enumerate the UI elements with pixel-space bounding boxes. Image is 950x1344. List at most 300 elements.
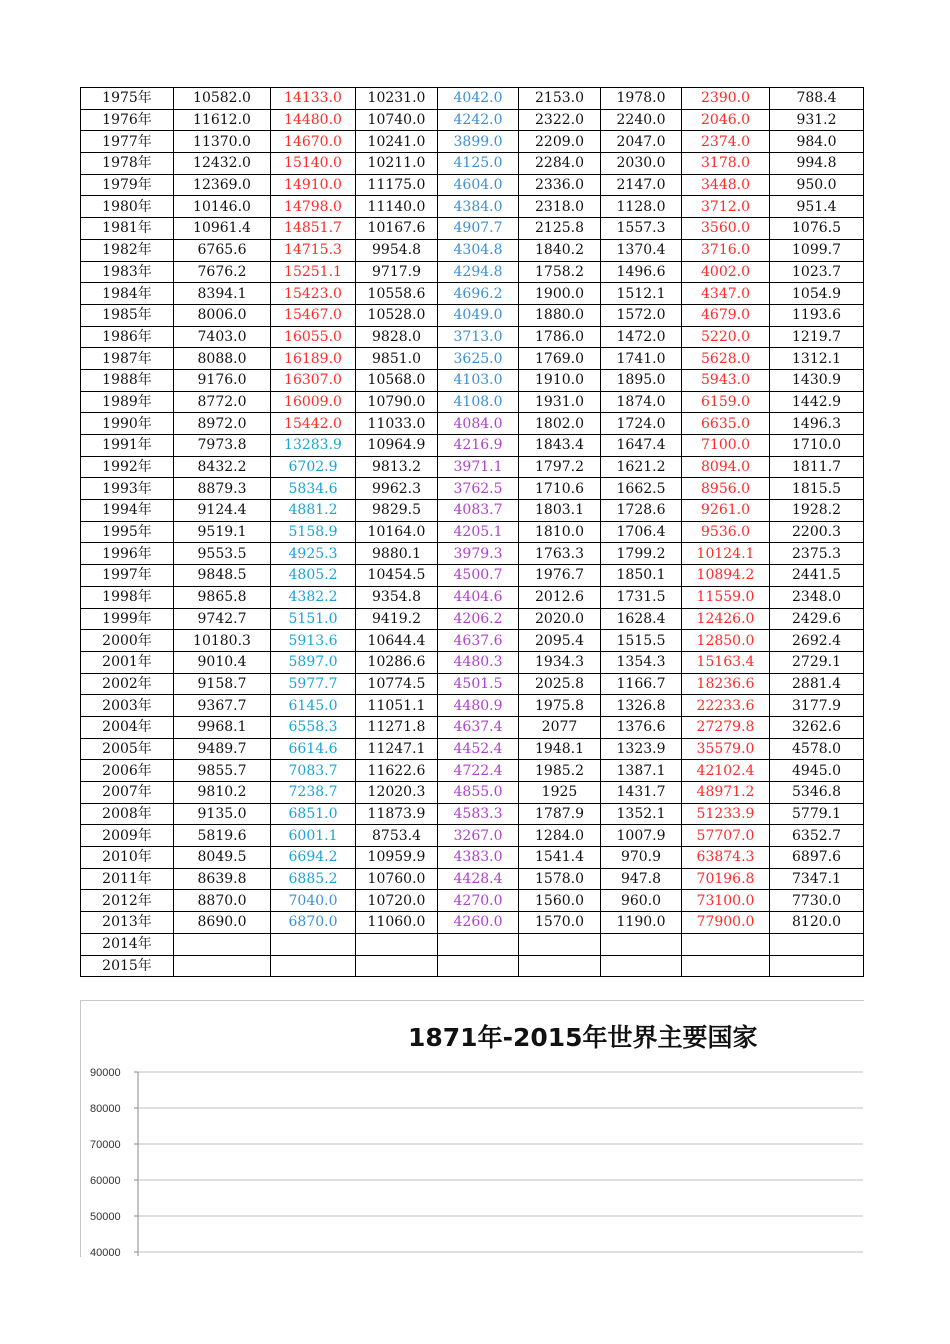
value-cell: 15163.4 <box>682 651 770 673</box>
value-cell: 3178.0 <box>682 153 770 175</box>
value-cell: 1910.0 <box>519 369 601 391</box>
table-row <box>81 153 864 175</box>
value-cell: 7238.7 <box>271 782 356 804</box>
value-cell: 8956.0 <box>682 478 770 500</box>
value-cell: 9176.0 <box>174 369 271 391</box>
table-row <box>81 239 864 261</box>
value-cell: 1925 <box>519 782 601 804</box>
table-row <box>81 586 864 608</box>
value-cell: 1843.4 <box>519 435 601 457</box>
table-row <box>81 521 864 543</box>
year-cell: 1987年 <box>81 348 174 370</box>
value-cell: 3712.0 <box>682 196 770 218</box>
year-cell: 2011年 <box>81 868 174 890</box>
value-cell: 1099.7 <box>770 239 864 261</box>
table-row <box>81 543 864 565</box>
value-cell: 8088.0 <box>174 348 271 370</box>
value-cell: 1758.2 <box>519 261 601 283</box>
value-cell: 4103.0 <box>438 369 519 391</box>
value-cell: 8879.3 <box>174 478 271 500</box>
table-row <box>81 608 864 630</box>
year-cell: 1991年 <box>81 435 174 457</box>
value-cell: 12432.0 <box>174 153 271 175</box>
value-cell: 1900.0 <box>519 283 601 305</box>
value-cell: 4083.7 <box>438 500 519 522</box>
value-cell: 14851.7 <box>271 218 356 240</box>
y-tick-label: 60000 <box>90 1175 121 1187</box>
value-cell: 10644.4 <box>356 630 438 652</box>
value-cell: 57707.0 <box>682 825 770 847</box>
value-cell: 10211.0 <box>356 153 438 175</box>
value-cell: 4578.0 <box>770 738 864 760</box>
year-cell: 1984年 <box>81 283 174 305</box>
value-cell: 10720.0 <box>356 890 438 912</box>
year-cell: 1983年 <box>81 261 174 283</box>
value-cell: 3716.0 <box>682 239 770 261</box>
value-cell: 11559.0 <box>682 586 770 608</box>
value-cell: 9519.1 <box>174 521 271 543</box>
value-cell: 1570.0 <box>519 912 601 934</box>
value-cell: 12369.0 <box>174 174 271 196</box>
value-cell: 77900.0 <box>682 912 770 934</box>
value-cell <box>770 933 864 955</box>
value-cell <box>601 933 682 955</box>
value-cell: 1007.9 <box>601 825 682 847</box>
value-cell: 1948.1 <box>519 738 601 760</box>
value-cell: 16189.0 <box>271 348 356 370</box>
value-cell: 1815.5 <box>770 478 864 500</box>
value-cell: 16009.0 <box>271 391 356 413</box>
year-cell: 1989年 <box>81 391 174 413</box>
value-cell: 3267.0 <box>438 825 519 847</box>
value-cell: 1076.5 <box>770 218 864 240</box>
value-cell: 1442.9 <box>770 391 864 413</box>
table-row <box>81 955 864 977</box>
value-cell: 4002.0 <box>682 261 770 283</box>
value-cell <box>271 955 356 977</box>
value-cell: 4500.7 <box>438 565 519 587</box>
value-cell: 9954.8 <box>356 239 438 261</box>
year-cell: 1986年 <box>81 326 174 348</box>
table-row <box>81 738 864 760</box>
value-cell: 9742.7 <box>174 608 271 630</box>
value-cell: 9848.5 <box>174 565 271 587</box>
value-cell: 4216.9 <box>438 435 519 457</box>
value-cell: 11060.0 <box>356 912 438 934</box>
value-cell <box>438 955 519 977</box>
value-cell: 1376.6 <box>601 716 682 738</box>
value-cell: 4452.4 <box>438 738 519 760</box>
value-cell: 10167.6 <box>356 218 438 240</box>
value-cell: 22233.6 <box>682 695 770 717</box>
value-cell: 1628.4 <box>601 608 682 630</box>
year-cell: 1988年 <box>81 369 174 391</box>
value-cell: 10774.5 <box>356 673 438 695</box>
y-tick-label: 70000 <box>90 1139 121 1151</box>
table-row <box>81 456 864 478</box>
value-cell: 4042.0 <box>438 88 519 110</box>
value-cell: 5779.1 <box>770 803 864 825</box>
value-cell: 1323.9 <box>601 738 682 760</box>
value-cell: 5346.8 <box>770 782 864 804</box>
value-cell: 1985.2 <box>519 760 601 782</box>
value-cell: 6702.9 <box>271 456 356 478</box>
value-cell: 10894.2 <box>682 565 770 587</box>
value-cell: 10180.3 <box>174 630 271 652</box>
value-cell: 2375.3 <box>770 543 864 565</box>
value-cell: 931.2 <box>770 109 864 131</box>
value-cell: 5834.6 <box>271 478 356 500</box>
year-cell: 1979年 <box>81 174 174 196</box>
value-cell: 1541.4 <box>519 847 601 869</box>
value-cell: 1326.8 <box>601 695 682 717</box>
value-cell: 9717.9 <box>356 261 438 283</box>
value-cell: 2030.0 <box>601 153 682 175</box>
value-cell: 9261.0 <box>682 500 770 522</box>
value-cell: 11370.0 <box>174 131 271 153</box>
value-cell: 1710.0 <box>770 435 864 457</box>
y-tick-label: 40000 <box>90 1247 121 1256</box>
value-cell: 4382.2 <box>271 586 356 608</box>
value-cell: 4242.0 <box>438 109 519 131</box>
value-cell: 1741.0 <box>601 348 682 370</box>
value-cell <box>174 955 271 977</box>
value-cell: 7100.0 <box>682 435 770 457</box>
value-cell: 8394.1 <box>174 283 271 305</box>
value-cell: 10528.0 <box>356 304 438 326</box>
value-cell: 11271.8 <box>356 716 438 738</box>
value-cell: 1931.0 <box>519 391 601 413</box>
value-cell: 1763.3 <box>519 543 601 565</box>
value-cell: 7403.0 <box>174 326 271 348</box>
value-cell <box>519 955 601 977</box>
value-cell: 8690.0 <box>174 912 271 934</box>
year-cell: 1978年 <box>81 153 174 175</box>
value-cell: 9010.4 <box>174 651 271 673</box>
year-cell: 2009年 <box>81 825 174 847</box>
value-cell: 1560.0 <box>519 890 601 912</box>
table-row <box>81 131 864 153</box>
y-tick-label: 80000 <box>90 1103 121 1115</box>
value-cell: 27279.8 <box>682 716 770 738</box>
year-cell: 2000年 <box>81 630 174 652</box>
value-cell: 2441.5 <box>770 565 864 587</box>
value-cell: 970.9 <box>601 847 682 869</box>
value-cell: 10164.0 <box>356 521 438 543</box>
value-cell: 1895.0 <box>601 369 682 391</box>
value-cell: 1811.7 <box>770 456 864 478</box>
year-cell: 2004年 <box>81 716 174 738</box>
value-cell: 6159.0 <box>682 391 770 413</box>
table-row <box>81 369 864 391</box>
value-cell: 4480.9 <box>438 695 519 717</box>
value-cell: 8753.4 <box>356 825 438 847</box>
value-cell: 1557.3 <box>601 218 682 240</box>
year-cell: 1992年 <box>81 456 174 478</box>
value-cell: 2209.0 <box>519 131 601 153</box>
table-row <box>81 565 864 587</box>
value-cell: 10146.0 <box>174 196 271 218</box>
y-tick-label: 90000 <box>90 1067 121 1079</box>
value-cell: 3560.0 <box>682 218 770 240</box>
value-cell: 16055.0 <box>271 326 356 348</box>
value-cell: 2348.0 <box>770 586 864 608</box>
value-cell: 4108.0 <box>438 391 519 413</box>
value-cell: 11247.1 <box>356 738 438 760</box>
value-cell: 1797.2 <box>519 456 601 478</box>
year-cell: 2007年 <box>81 782 174 804</box>
table-row <box>81 391 864 413</box>
value-cell: 1803.1 <box>519 500 601 522</box>
value-cell: 1219.7 <box>770 326 864 348</box>
value-cell: 1190.0 <box>601 912 682 934</box>
value-cell: 2200.3 <box>770 521 864 543</box>
value-cell: 1731.5 <box>601 586 682 608</box>
table-row <box>81 890 864 912</box>
value-cell <box>356 933 438 955</box>
value-cell: 9880.1 <box>356 543 438 565</box>
value-cell: 8006.0 <box>174 304 271 326</box>
value-cell: 5897.0 <box>271 651 356 673</box>
value-cell: 3625.0 <box>438 348 519 370</box>
value-cell: 1166.7 <box>601 673 682 695</box>
table-row <box>81 651 864 673</box>
table-row <box>81 348 864 370</box>
value-cell: 2077 <box>519 716 601 738</box>
year-cell: 2005年 <box>81 738 174 760</box>
value-cell: 4925.3 <box>271 543 356 565</box>
value-cell: 10961.4 <box>174 218 271 240</box>
year-cell: 1997年 <box>81 565 174 587</box>
table-row <box>81 413 864 435</box>
table-row <box>81 782 864 804</box>
value-cell: 11051.1 <box>356 695 438 717</box>
value-cell: 5913.6 <box>271 630 356 652</box>
value-cell: 8049.5 <box>174 847 271 869</box>
value-cell: 14715.3 <box>271 239 356 261</box>
value-cell: 10760.0 <box>356 868 438 890</box>
value-cell: 1431.7 <box>601 782 682 804</box>
value-cell: 1724.0 <box>601 413 682 435</box>
value-cell: 1787.9 <box>519 803 601 825</box>
value-cell: 35579.0 <box>682 738 770 760</box>
value-cell: 10231.0 <box>356 88 438 110</box>
year-cell: 1994年 <box>81 500 174 522</box>
table-row <box>81 109 864 131</box>
value-cell: 6352.7 <box>770 825 864 847</box>
value-cell: 9158.7 <box>174 673 271 695</box>
value-cell: 63874.3 <box>682 847 770 869</box>
value-cell: 3448.0 <box>682 174 770 196</box>
value-cell: 1802.0 <box>519 413 601 435</box>
value-cell: 4347.0 <box>682 283 770 305</box>
value-cell: 9124.4 <box>174 500 271 522</box>
table-row <box>81 803 864 825</box>
value-cell: 1769.0 <box>519 348 601 370</box>
value-cell: 11175.0 <box>356 174 438 196</box>
value-cell: 4125.0 <box>438 153 519 175</box>
value-cell <box>519 933 601 955</box>
table-row <box>81 716 864 738</box>
value-cell: 4881.2 <box>271 500 356 522</box>
value-cell: 4384.0 <box>438 196 519 218</box>
value-cell: 7730.0 <box>770 890 864 912</box>
value-cell: 5158.9 <box>271 521 356 543</box>
value-cell: 1054.9 <box>770 283 864 305</box>
value-cell: 6897.6 <box>770 847 864 869</box>
value-cell: 18236.6 <box>682 673 770 695</box>
table-row <box>81 933 864 955</box>
value-cell: 4205.1 <box>438 521 519 543</box>
value-cell: 947.8 <box>601 868 682 890</box>
year-cell: 1980年 <box>81 196 174 218</box>
table-row <box>81 261 864 283</box>
value-cell: 3971.1 <box>438 456 519 478</box>
value-cell <box>271 933 356 955</box>
value-cell: 2020.0 <box>519 608 601 630</box>
value-cell: 1496.3 <box>770 413 864 435</box>
value-cell: 9810.2 <box>174 782 271 804</box>
year-cell: 1977年 <box>81 131 174 153</box>
value-cell: 7347.1 <box>770 868 864 890</box>
table-row <box>81 760 864 782</box>
value-cell: 3762.5 <box>438 478 519 500</box>
value-cell: 4383.0 <box>438 847 519 869</box>
value-cell: 8432.2 <box>174 456 271 478</box>
value-cell: 1786.0 <box>519 326 601 348</box>
year-cell: 2008年 <box>81 803 174 825</box>
value-cell: 1515.5 <box>601 630 682 652</box>
value-cell: 994.8 <box>770 153 864 175</box>
value-cell: 788.4 <box>770 88 864 110</box>
value-cell: 1352.1 <box>601 803 682 825</box>
value-cell: 5819.6 <box>174 825 271 847</box>
value-cell: 48971.2 <box>682 782 770 804</box>
value-cell: 4206.2 <box>438 608 519 630</box>
value-cell: 14480.0 <box>271 109 356 131</box>
year-cell: 1975年 <box>81 88 174 110</box>
chart-plot <box>80 1055 863 1256</box>
table-row <box>81 825 864 847</box>
value-cell: 8772.0 <box>174 391 271 413</box>
value-cell: 1472.0 <box>601 326 682 348</box>
value-cell <box>438 933 519 955</box>
value-cell <box>682 933 770 955</box>
value-cell: 9536.0 <box>682 521 770 543</box>
value-cell: 2429.6 <box>770 608 864 630</box>
value-cell: 9828.0 <box>356 326 438 348</box>
value-cell: 1978.0 <box>601 88 682 110</box>
value-cell: 4696.2 <box>438 283 519 305</box>
value-cell: 13283.9 <box>271 435 356 457</box>
value-cell: 1975.8 <box>519 695 601 717</box>
table-row <box>81 218 864 240</box>
value-cell: 9489.7 <box>174 738 271 760</box>
value-cell: 2125.8 <box>519 218 601 240</box>
steel-output-table <box>80 87 864 977</box>
value-cell: 1496.6 <box>601 261 682 283</box>
year-cell: 1976年 <box>81 109 174 131</box>
year-cell: 1981年 <box>81 218 174 240</box>
value-cell: 10124.1 <box>682 543 770 565</box>
value-cell: 5977.7 <box>271 673 356 695</box>
value-cell: 7040.0 <box>271 890 356 912</box>
value-cell: 9855.7 <box>174 760 271 782</box>
value-cell: 1874.0 <box>601 391 682 413</box>
value-cell: 15423.0 <box>271 283 356 305</box>
value-cell: 5943.0 <box>682 369 770 391</box>
value-cell: 6145.0 <box>271 695 356 717</box>
table-row <box>81 88 864 110</box>
table-row <box>81 847 864 869</box>
year-cell: 1999年 <box>81 608 174 630</box>
value-cell: 4304.8 <box>438 239 519 261</box>
value-cell: 70196.8 <box>682 868 770 890</box>
table-row <box>81 912 864 934</box>
value-cell: 1387.1 <box>601 760 682 782</box>
value-cell: 4428.4 <box>438 868 519 890</box>
year-cell: 2010年 <box>81 847 174 869</box>
value-cell: 4084.0 <box>438 413 519 435</box>
value-cell: 4945.0 <box>770 760 864 782</box>
value-cell: 4270.0 <box>438 890 519 912</box>
value-cell: 9135.0 <box>174 803 271 825</box>
value-cell: 9553.5 <box>174 543 271 565</box>
value-cell: 10790.0 <box>356 391 438 413</box>
value-cell: 951.4 <box>770 196 864 218</box>
table-row <box>81 196 864 218</box>
year-cell: 1995年 <box>81 521 174 543</box>
year-cell: 2006年 <box>81 760 174 782</box>
value-cell: 3262.6 <box>770 716 864 738</box>
value-cell: 51233.9 <box>682 803 770 825</box>
value-cell: 7973.8 <box>174 435 271 457</box>
value-cell: 1572.0 <box>601 304 682 326</box>
value-cell: 1578.0 <box>519 868 601 890</box>
value-cell: 3177.9 <box>770 695 864 717</box>
value-cell: 1706.4 <box>601 521 682 543</box>
value-cell: 9354.8 <box>356 586 438 608</box>
year-cell: 2002年 <box>81 673 174 695</box>
value-cell <box>601 955 682 977</box>
year-cell: 2001年 <box>81 651 174 673</box>
value-cell: 6870.0 <box>271 912 356 934</box>
value-cell: 2336.0 <box>519 174 601 196</box>
value-cell: 12850.0 <box>682 630 770 652</box>
value-cell: 2692.4 <box>770 630 864 652</box>
value-cell: 1354.3 <box>601 651 682 673</box>
value-cell: 3979.3 <box>438 543 519 565</box>
value-cell: 6694.2 <box>271 847 356 869</box>
value-cell: 984.0 <box>770 131 864 153</box>
value-cell: 6885.2 <box>271 868 356 890</box>
value-cell: 2374.0 <box>682 131 770 153</box>
value-cell: 15251.1 <box>271 261 356 283</box>
value-cell: 2095.4 <box>519 630 601 652</box>
value-cell: 6614.6 <box>271 738 356 760</box>
year-cell: 2013年 <box>81 912 174 934</box>
value-cell: 8120.0 <box>770 912 864 934</box>
table-body <box>81 88 864 977</box>
table-row <box>81 174 864 196</box>
value-cell: 6558.3 <box>271 716 356 738</box>
value-cell: 4722.4 <box>438 760 519 782</box>
value-cell: 11033.0 <box>356 413 438 435</box>
value-cell: 960.0 <box>601 890 682 912</box>
value-cell: 1647.4 <box>601 435 682 457</box>
value-cell: 2729.1 <box>770 651 864 673</box>
value-cell: 10582.0 <box>174 88 271 110</box>
